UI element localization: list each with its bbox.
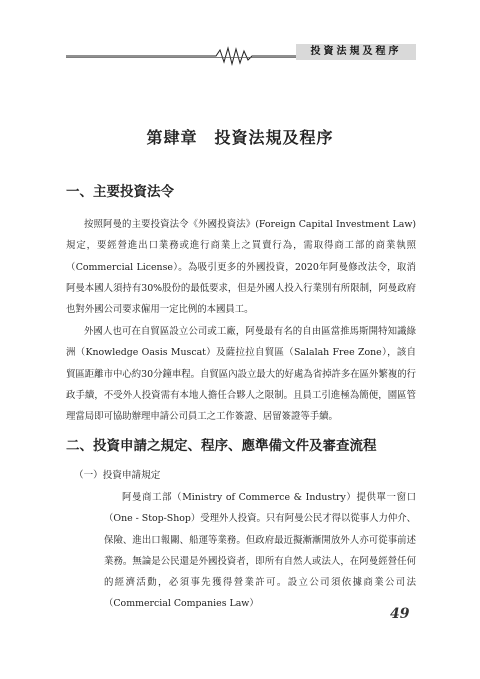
section-heading-2: 二、投資申請之規定、程序、應準備文件及審查流程 bbox=[66, 438, 377, 454]
paragraph-3: 阿曼商工部（Ministry of Commerce & Industry）提供單一窗口（One - Stop-Shop）受理外人投資。只有阿曼公民才得以從事人力仲介、保險、進出口報關、船運等業務。但政府最近擬漸漸開放外人亦可從事前述業務。無論是公民還是外國投資者，即所有自然人或法人，在阿曼經營任何的經濟活動，必須事先獲得營業許可。設立公司須依據商業公司法（Commercial Companies Law） bbox=[104, 492, 416, 610]
paragraph-2: 外國人也可在自貿區設立公司或工廠，阿曼最有名的自由區當推馬斯開特知識綠洲（Knowledge Oasis Muscat）及薩拉拉自貿區（Salalah Free Zone），該自貿區距離市中心約30分鐘車程。自貿區內設立最大的好處為省掉許多在區外繁複的行政手續，不受外人投資需有本地人擔任合夥人之限制。且員工引進極為簡便，園區管理當局即可協助辦理申請公司員工之工作簽證、居留簽證等手續。 bbox=[66, 326, 416, 423]
running-header: 投資法規及程序 bbox=[296, 44, 416, 60]
section-heading-1: 一、主要投資法令 bbox=[66, 184, 174, 200]
chapter-title: 第肆章 投資法規及程序 bbox=[146, 128, 334, 147]
subsection-heading-1: （一）投資申請規定 bbox=[74, 470, 161, 481]
page-number: 49 bbox=[390, 606, 410, 622]
paragraph-1: 按照阿曼的主要投資法令《外國投資法》(Foreign Capital Investment Law)規定，要經營進出口業務或進行商業上之買賣行為，需取得商工部的商業執照（Commercial License）。為吸引更多的外國投資，2020年阿曼修改法令，取消阿曼本國人須持有30%股份的最低要求，但是外國人投入行業別有所限制，阿曼政府也對外國公司要求僱用一定比例的本國員工。 bbox=[66, 219, 416, 316]
